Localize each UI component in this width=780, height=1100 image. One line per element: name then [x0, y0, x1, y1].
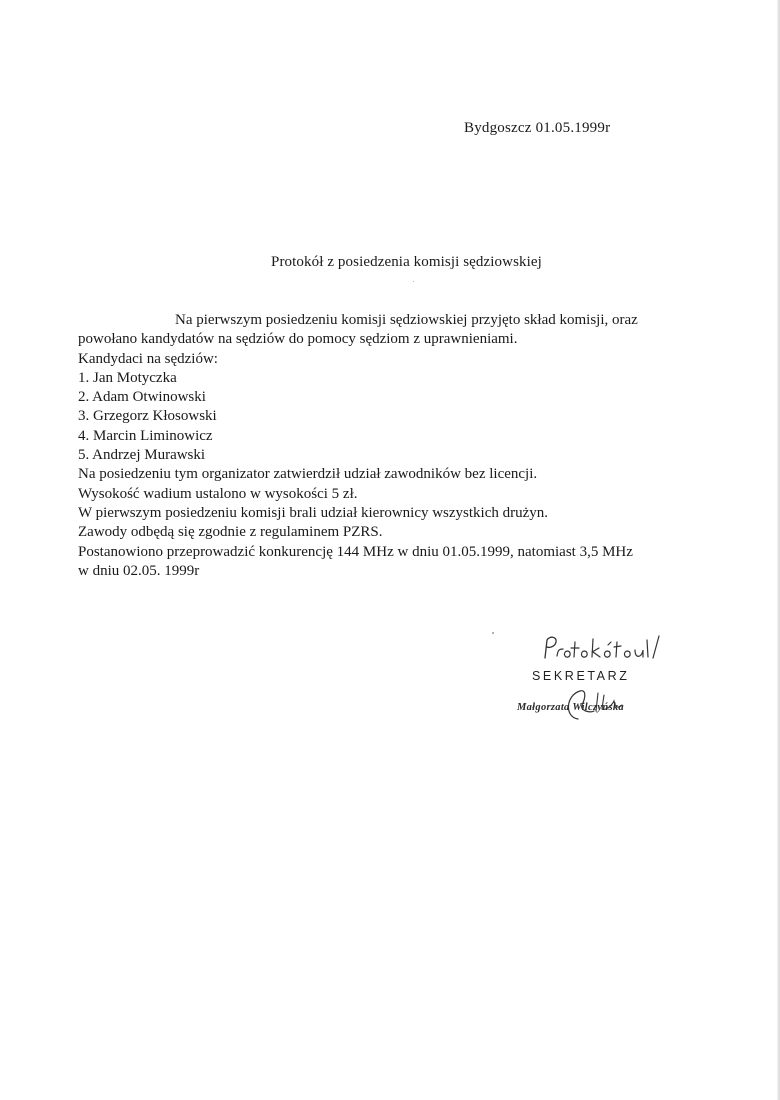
body-line: Zawody odbędą się zgodnie z regulaminem PZRS.: [78, 524, 383, 541]
candidate-item: 1. Jan Motyczka: [78, 369, 177, 386]
candidate-item: 5. Andrzej Murawski: [78, 447, 206, 464]
candidate-item: 3. Grzegorz Kłosowski: [78, 408, 217, 425]
secretary-role-label: SEKRETARZ: [532, 669, 630, 683]
candidates-heading: Kandydaci na sędziów:: [78, 350, 218, 367]
body-line: w dniu 02.05. 1999r: [78, 562, 200, 579]
candidate-item: 2. Adam Otwinowski: [78, 389, 206, 406]
document-title: Protokół z posiedzenia komisji sędziowskiej: [271, 254, 542, 270]
place-date: Bydgoszcz 01.05.1999r: [464, 120, 611, 136]
body-line: Wysokość wadium ustalono w wysokości 5 zł.: [78, 485, 358, 502]
body-line: Postanowiono przeprowadzić konkurencję 144 MHz w dniu 01.05.1999, natomiast 3,5 MHz: [78, 543, 633, 560]
secretary-name-stamp: Małgorzata Wilczyńska: [517, 702, 624, 713]
body-line: powołano kandydatów na sędziów do pomocy sędziom z uprawnieniami.: [78, 331, 518, 348]
scan-speck: [413, 281, 414, 282]
scan-speck: [492, 632, 494, 634]
signature-block: [505, 630, 705, 750]
document-body: [78, 311, 718, 581]
body-line: Na posiedzeniu tym organizator zatwierdził udział zawodników bez licencji.: [78, 466, 538, 483]
body-line: W pierwszym posiedzeniu komisji brali udział kierownicy wszystkich drużyn.: [78, 504, 549, 521]
candidate-item: 4. Marcin Liminowicz: [78, 427, 213, 444]
handwritten-protokolowal-signature: [537, 630, 677, 666]
body-line: Na pierwszym posiedzeniu komisji sędziowskiej przyjęto skład komisji, oraz: [175, 312, 638, 328]
